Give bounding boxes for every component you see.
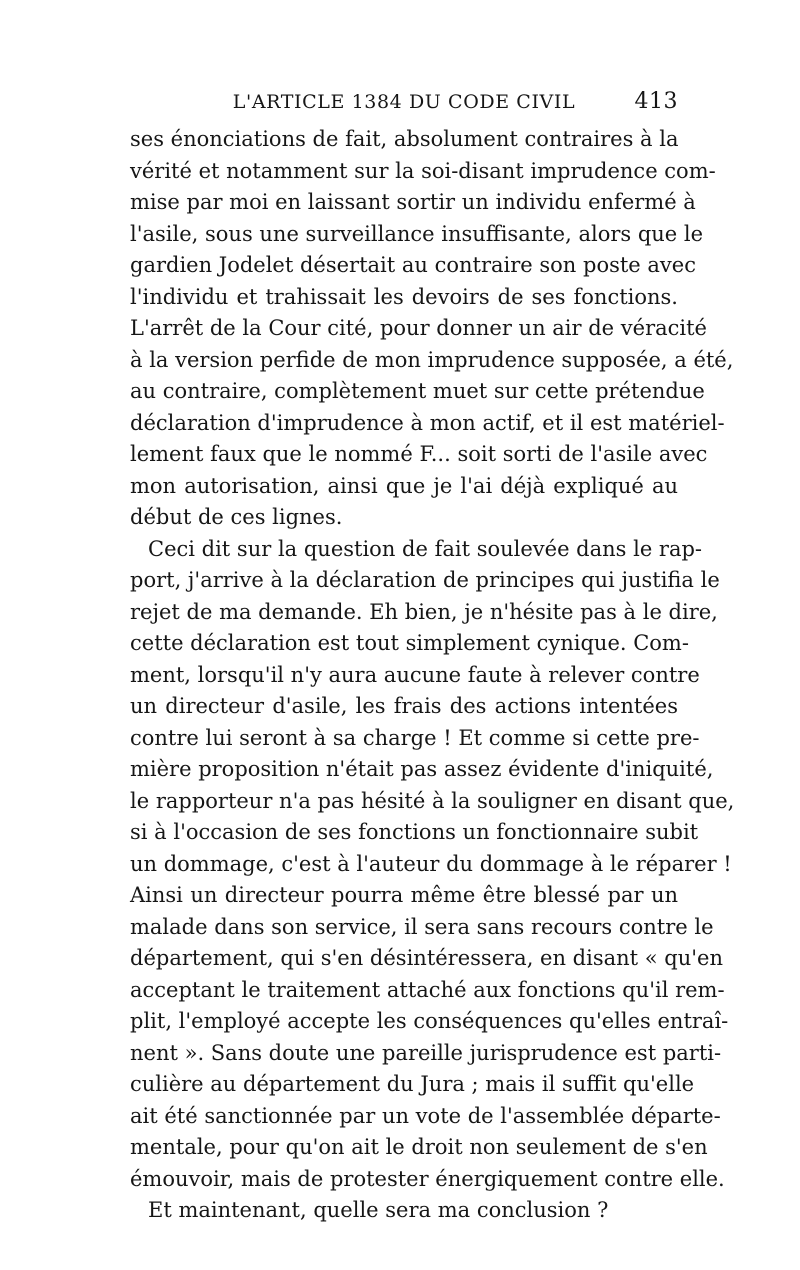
text-line: ment, lorsqu'il n'y aura aucune faute à relever contre [130, 662, 700, 687]
paragraph-end-line: émouvoir, mais de protester énergiquement contre elle. [130, 1166, 725, 1191]
text-line: ait été sanctionnée par un vote de l'assemblée départe- [130, 1103, 721, 1128]
text-line: port, j'arrive à la déclaration de principes qui justifia le [130, 568, 720, 592]
text-line: cette déclaration est tout simplement cynique. Com- [130, 631, 689, 655]
text-line: département, qui s'en désintéressera, en disant « qu'en [130, 946, 723, 970]
text-line: culière au département du Jura ; mais il suffit qu'elle [130, 1072, 695, 1096]
text-line: au contraire, complètement muet sur cette prétendue [130, 379, 705, 403]
running-head-title: L'ARTICLE 1384 DU CODE CIVIL [232, 91, 576, 113]
text-line: si à l'occasion de ses fonctions un fonctionnaire subit [130, 820, 699, 844]
text-line: gardien Jodelet désertait au contraire son poste avec [130, 253, 696, 277]
text-line: mière proposition n'était pas assez évidente d'iniquité, [130, 757, 714, 781]
running-head [130, 82, 678, 122]
text-line: mon autorisation, ainsi que je l'ai déjà expliqué au [130, 473, 678, 498]
paragraph-end-line: début de ces lignes. [130, 505, 343, 529]
page-number: 413 [634, 89, 678, 114]
text-line: le rapporteur n'a pas hésité à la souligner en disant que, [130, 788, 735, 813]
text-line: L'arrêt de la Cour cité, pour donner un air de véracité [130, 316, 707, 340]
text-line: malade dans son service, il sera sans recours contre le [130, 914, 714, 939]
text-line: plit, l'employé accepte les conséquences qu'elles entraî- [130, 1009, 729, 1033]
text-line: mise par moi en laissant sortir un individu enfermé à [130, 190, 696, 214]
text-line: un directeur d'asile, les frais des actions intentées [130, 694, 678, 718]
text-line: l'asile, sous une surveillance insuffisante, alors que le [130, 221, 704, 246]
paragraph-first-line: Ceci dit sur la question de fait soulevée dans le rap- [148, 536, 703, 561]
text-line: ses énonciations de fait, absolument contraires à la [130, 127, 679, 151]
text-line: lement faux que le nommé F... soit sorti de l'asile avec [130, 442, 708, 466]
body-text [130, 124, 735, 1227]
text-line: un dommage, c'est à l'auteur du dommage à le réparer ! [130, 851, 732, 876]
text-line: acceptant le traitement attaché aux fonctions qu'il rem- [130, 977, 725, 1002]
text-line: déclaration d'imprudence à mon actif, et il est matériel- [130, 410, 725, 435]
text-line: nent ». Sans doute une pareille jurisprudence est parti- [130, 1040, 722, 1065]
paragraph-first-line: Et maintenant, quelle sera ma conclusion ? [148, 1198, 609, 1222]
text-line: contre lui seront à sa charge ! Et comme si cette pre- [130, 725, 700, 750]
text-line: vérité et notamment sur la soi-disant imprudence com- [130, 158, 716, 183]
text-line: rejet de ma demande. Eh bien, je n'hésite pas à le dire, [130, 599, 718, 624]
text-line: mentale, pour qu'on ait le droit non seulement de s'en [130, 1135, 708, 1159]
text-line: à la version perfide de mon imprudence supposée, a été, [130, 347, 734, 372]
text-line: l'individu et trahissait les devoirs de ses fonctions. [130, 284, 678, 309]
text-line: Ainsi un directeur pourra même être blessé par un [130, 883, 678, 907]
